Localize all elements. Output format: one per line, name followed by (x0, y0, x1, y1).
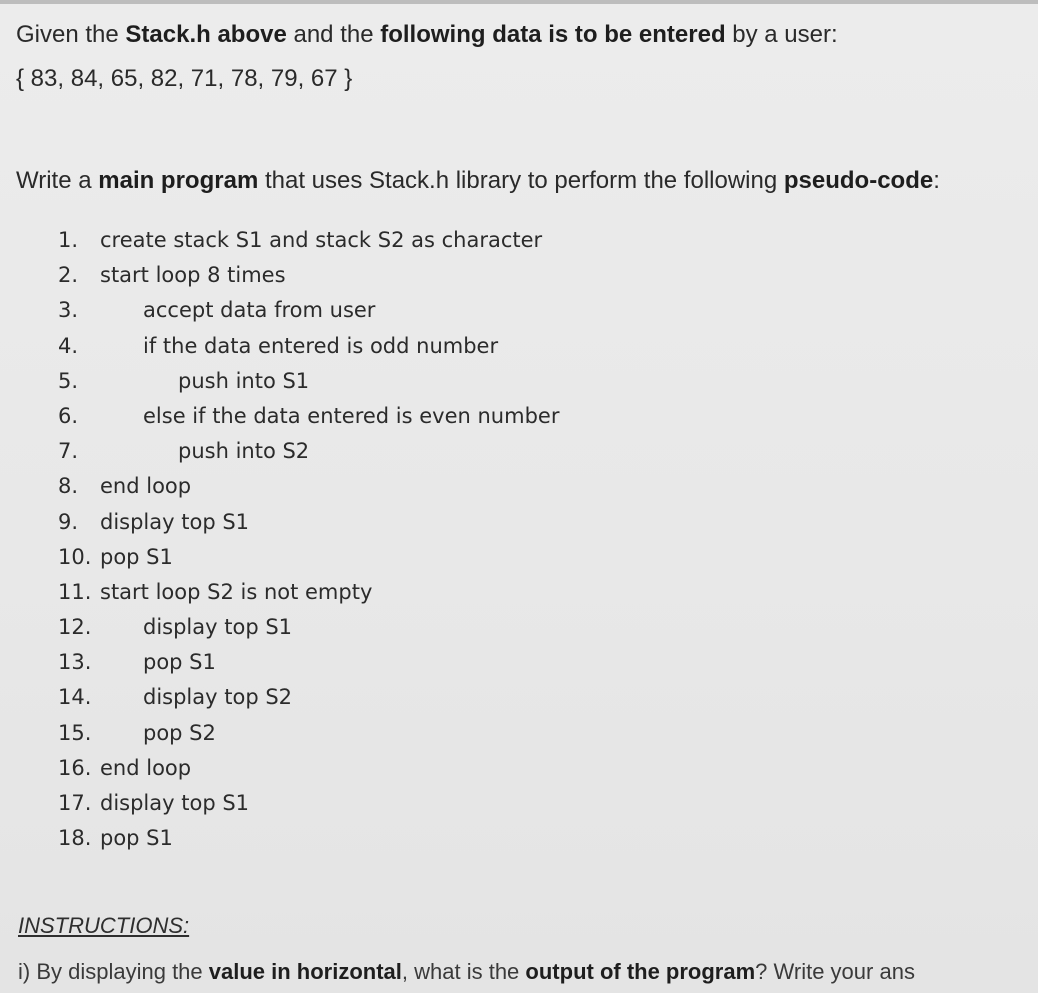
task-bold-1: main program (98, 167, 259, 194)
task-text-2: that uses Stack.h library to perform the following (258, 167, 784, 194)
pseudo-code-step (58, 611, 559, 646)
step-number: 17. (58, 791, 92, 815)
pseudo-code-step (58, 787, 559, 822)
step-number: 11. (58, 579, 92, 604)
pseudo-code-step (58, 506, 559, 541)
pseudo-code-step (58, 294, 559, 329)
pseudo-code-step (58, 681, 559, 716)
step-text: display top S2 (143, 685, 293, 710)
step-text: accept data from user (143, 298, 376, 323)
step-number: 16. (58, 755, 92, 780)
pseudo-code-step (58, 224, 559, 259)
pseudo-code-step (58, 822, 559, 857)
step-number: 15. (58, 720, 92, 745)
question-text-3: ? Write your ans (755, 959, 915, 984)
pseudo-code-step (58, 717, 559, 752)
step-text: else if the data entered is even number (143, 403, 560, 428)
pseudo-code-step (58, 752, 559, 787)
intro-text-2: and the (286, 21, 381, 48)
step-text: display top S1 (143, 615, 293, 640)
step-text: start loop 8 times (100, 263, 286, 288)
step-number: 4. (58, 333, 79, 358)
step-number: 7. (58, 439, 79, 464)
step-number: 3. (58, 298, 79, 323)
pseudo-code-step (58, 541, 559, 576)
pseudo-code-step (58, 470, 559, 505)
pseudo-code-step (58, 259, 559, 294)
step-text: end loop (100, 755, 192, 780)
step-text: end loop (100, 474, 192, 499)
step-text: push into S1 (178, 368, 310, 393)
data-set: { 83, 84, 65, 82, 71, 78, 79, 67 } (16, 65, 353, 92)
intro-sentence (16, 18, 838, 52)
intro-bold-1: Stack.h above (125, 21, 287, 48)
pseudo-code-step (58, 435, 559, 470)
question-text-1: i) By displaying the (18, 959, 209, 984)
step-number: 10. (58, 544, 92, 569)
task-text-1: Write a (16, 167, 99, 194)
step-number: 8. (58, 474, 79, 499)
step-text: display top S1 (100, 509, 250, 534)
intro-text-3: by a user: (725, 21, 838, 48)
step-number: 5. (58, 368, 79, 393)
question-text-2: , what is the (401, 959, 526, 984)
pseudo-code-step (58, 576, 559, 611)
question-bold-2: output of the program (525, 959, 756, 984)
step-number: 14. (58, 685, 92, 710)
question-bold-1: value in horizontal (208, 959, 402, 984)
step-number: 2. (58, 263, 79, 288)
task-bold-2: pseudo-code (783, 167, 934, 194)
step-number: 1. (58, 228, 79, 252)
step-text: start loop S2 is not empty (100, 579, 373, 604)
step-number: 9. (58, 509, 79, 534)
pseudo-code-step (58, 400, 559, 435)
step-text: pop S1 (100, 826, 173, 851)
step-text: pop S1 (143, 650, 216, 675)
pseudo-code-step (58, 646, 559, 681)
step-text: pop S2 (143, 720, 216, 745)
step-number: 18. (58, 826, 92, 851)
task-text-3: : (933, 167, 940, 194)
top-divider (0, 0, 1038, 4)
step-number: 13. (58, 650, 92, 675)
question-sentence (18, 956, 915, 988)
instructions-heading: INSTRUCTIONS: (18, 913, 190, 938)
step-text: if the data entered is odd number (143, 333, 499, 358)
pseudo-code-list (58, 224, 559, 857)
pseudo-code-step (58, 330, 559, 365)
step-text: push into S2 (178, 439, 310, 464)
intro-text-1: Given the (16, 21, 126, 48)
step-text: display top S1 (100, 791, 250, 815)
pseudo-code-step (58, 365, 559, 400)
step-number: 6. (58, 403, 79, 428)
step-number: 12. (58, 615, 92, 640)
task-sentence (16, 164, 940, 198)
step-text: pop S1 (100, 544, 173, 569)
step-text: create stack S1 and stack S2 as character (100, 228, 543, 252)
intro-bold-2: following data is to be entered (380, 21, 726, 48)
